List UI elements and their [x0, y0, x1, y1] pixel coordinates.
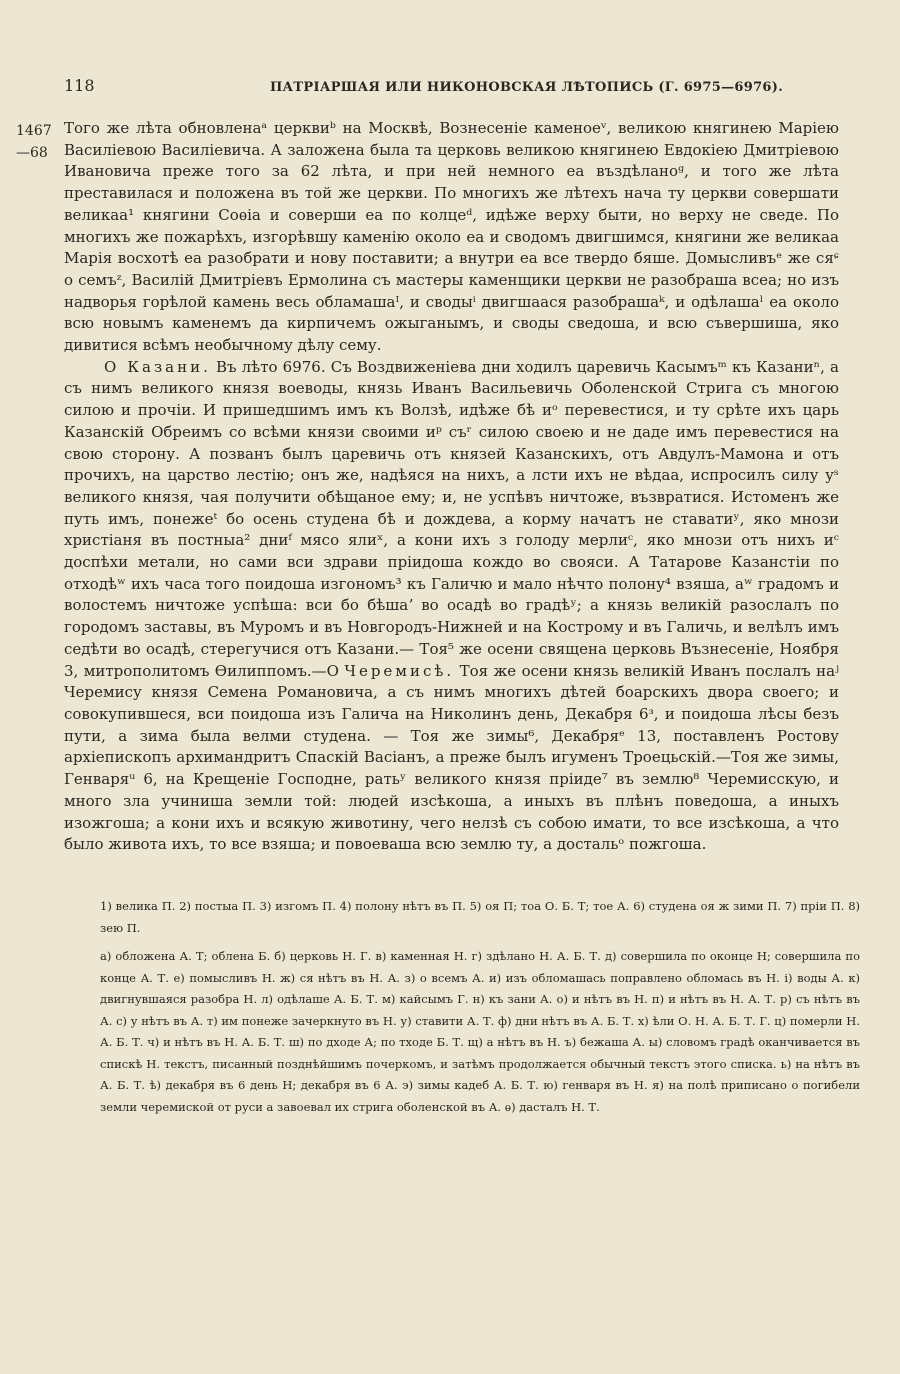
paragraph-kazan-text: Въ лѣто 6976. Съ Воздвиженіева дни ходилъ царевичь Касымъᵐ къ Казаниⁿ, а съ нимъ великого князя воеводы, князь Иванъ Васильевичь Оболенской Стрига съ многою силою и прочіи. И пришедшимъ имъ къ Волзѣ, идѣже бѣ иᵒ перевестися, и ту срѣте ихъ царь Казанскій Обреимъ со всѣми князи своими иᵖ съʳ силою своею и не даде имъ перевестися на свою сторону. А позванъ былъ царевичь отъ князей Казанскихъ, отъ Авдулъ-Мамона и отъ прочихъ, на царство лестію; онъ же, надѣяся на нихъ, а лсти ихъ не вѣдаа, испросилъ силу уˢ великого князя, чая получити обѣщаное ему; и, не успѣвъ ничтоже, възвратися. Истоменъ же путь имъ, понежеᵗ бо осень студена бѣ и дождева, а корму начатъ не ставатиʸ, яко мнози христіаня въ постныа² дниᶠ мясо ялиˣ, а кони ихъ з голоду мерлиᶜ, яко мнози отъ нихъ иᶜ доспѣхи метали, но сами вси здрави пріидоша кождо во свояси. А Татарове Казанстіи по отходѣʷ ихъ часа того поидоша изгономъ³ къ Галичю и мало нѣчто полону⁴ взяша, аʷ градомъ и волостемъ ничтоже успѣша: вси бо бѣшаʼ во осадѣ во градѣʸ; а князь великій разослалъ по городомъ заставы, въ Муромъ и въ Новгородъ-Нижней и на Кострому и въ Галичь, и велѣлъ имъ седѣти во осадѣ, стерегучися отъ Казани.— Тоя⁵ же осени священа церковь Възнесеніе, Ноября 3, митрополитомъ Ѳилиппомъ.—О	[64, 357, 839, 680]
section-heading-cheremis: Черемисѣ.	[344, 661, 455, 680]
running-head: ПАТРІАРШАЯ ИЛИ НИКОНОВСКАЯ ЛѢТОПИСЬ (Г. 6975—6976).	[269, 80, 784, 95]
footnote-alpha-text: а) обложена А. Т; облена Б. б) церковь Н. Г. в) каменная Н. г) здѣлано Н. А. Б. Т. д) совершила по оконце Н; совершила по конце А. Т. е) помысливъ Н. ж) ся нѣтъ въ Н. А. з) о всемъ А. и) изъ обломашась поправлено обломась въ Н. і) воды А. к) двигнувшаяся разобра Н. л) одѣлаше А. Б. Т. м) кайсымъ Г. н) къ зани А. о) и нѣтъ въ Н. п) и нѣтъ въ Н. А. Т. р) съ нѣтъ въ А. с) у нѣтъ въ А. т) им понеже зачеркнуто въ Н. у) ставити А. Т. ф) дни нѣтъ въ А. Б. Т. х) ѣли О. Н. А. Б. Т. Г. ц) померли Н. А. Б. Т. ч) и нѣтъ въ Н. А. Б. Т. ш) по дходе А; по тходе Б. Т. щ) а нѣтъ въ Н. ъ) бежаша А. ы) словомъ градѣ оканчивается въ спискѣ Н. текстъ, писанный позднѣйшимъ почеркомъ, и затѣмъ продолжается обычный текстъ этого списка. ь) на нѣтъ въ А. Б. Т. ѣ) декабря въ 6 день Н; декабря въ 6 А. э) зимы кадеб А. Б. Т. ю) генваря въ Н. я) на полѣ приписано о погибели земли черемиской от руси а завоевал их стрига оболенской въ А. ѳ) дасталъ Н. Т.	[100, 949, 860, 1114]
margin-year-top: 1467	[16, 123, 52, 139]
footnote-numeric-text: 1) велика П. 2) постыа П. 3) изгомъ П. 4) полону нѣтъ въ П. 5) оя П; тоа О. Б. Т; тое А. 6) студена оя ж зими П. 7) пріи П. 8) зею П.	[100, 899, 860, 935]
section-heading-kazan: О Казани.	[104, 357, 211, 376]
footnotes-numeric	[100, 896, 860, 939]
margin-year-bottom: —68	[16, 145, 48, 161]
footnotes-alpha	[100, 946, 860, 1118]
page-header	[64, 76, 839, 95]
main-text	[64, 118, 839, 856]
paragraph-kazan	[64, 357, 839, 856]
paragraph-cheremis-text: Тоя же осени князь великій Иванъ послалъ наʲ Черемису князя Семена Романовича, а съ нимъ многихъ дѣтей боарскихъ двора своего; и совокупившеся, вси поидоша изъ Галича на Николинъ день, Декабря 6ᶟ, и поидоша лѣсы безъ пути, а зима была велми студена. — Тоя же зимы⁶, Декабряᵉ 13, поставленъ Ростову архіепископъ архимандритъ Спаскій Васіанъ, а преже былъ игуменъ Троецьскій.—Тоя же зимы, Генваряᵘ 6, на Крещеніе Господне, ратьʸ великого князя пріиде⁷ въ землю⁸ Черемисскую, и много зла учиниша земли той: людей изсѣкоша, а иныхъ въ плѣнъ поведоша, а иныхъ изожгоша; а кони ихъ и всякую животину, чего нелзѣ съ собою имати, то все изсѣкоша, а что было живота ихъ, то все взяша; и повоеваша всю землю ту, а достальᵒ пожгоша.	[64, 661, 839, 854]
page-number: 118	[64, 76, 95, 95]
paragraph-dedication: Того же лѣта обновленаᵃ церквиᵇ на Москвѣ, Вознесеніе каменоеᵛ, великою княгинею Маріею Василіевою Василіевича. А заложена была та церковь великою княгинею Евдокіею Дмитріевою Ивановича преже того за 62 лѣта, и при ней немного еа въздѣланоᵍ, и того же лѣта преставилася и положена въ той же церкви. По многихъ же лѣтехъ нача ту церкви совершати великаа¹ княгини Соѳіа и соверши еа по колцеᵈ, идѣже верху быти, но верху не сведе. По многихъ же пожарѣхъ, изгорѣвшу каменію около еа и сводомъ двигшимся, княгини же великаа Марія восхотѣ еа разобрати и нову поставити; а внутри еа все твердо бяше. Домысливъᵉ же сяᶝ о семъᶻ, Василій Дмитріевъ Ермолина съ мастеры каменщики церкви не разобраша всеа; но изъ надворья горѣлой камень весь обламашаᴵ, и сводыⁱ двигшаася разобрашаᵏ, и одѣлашаˡ еа около всю новымъ каменемъ да кирпичемъ ожыганымъ, и своды сведоша, и всю съвершиша, яко дивитися всѣмъ необычному дѣлу сему.	[64, 119, 839, 355]
